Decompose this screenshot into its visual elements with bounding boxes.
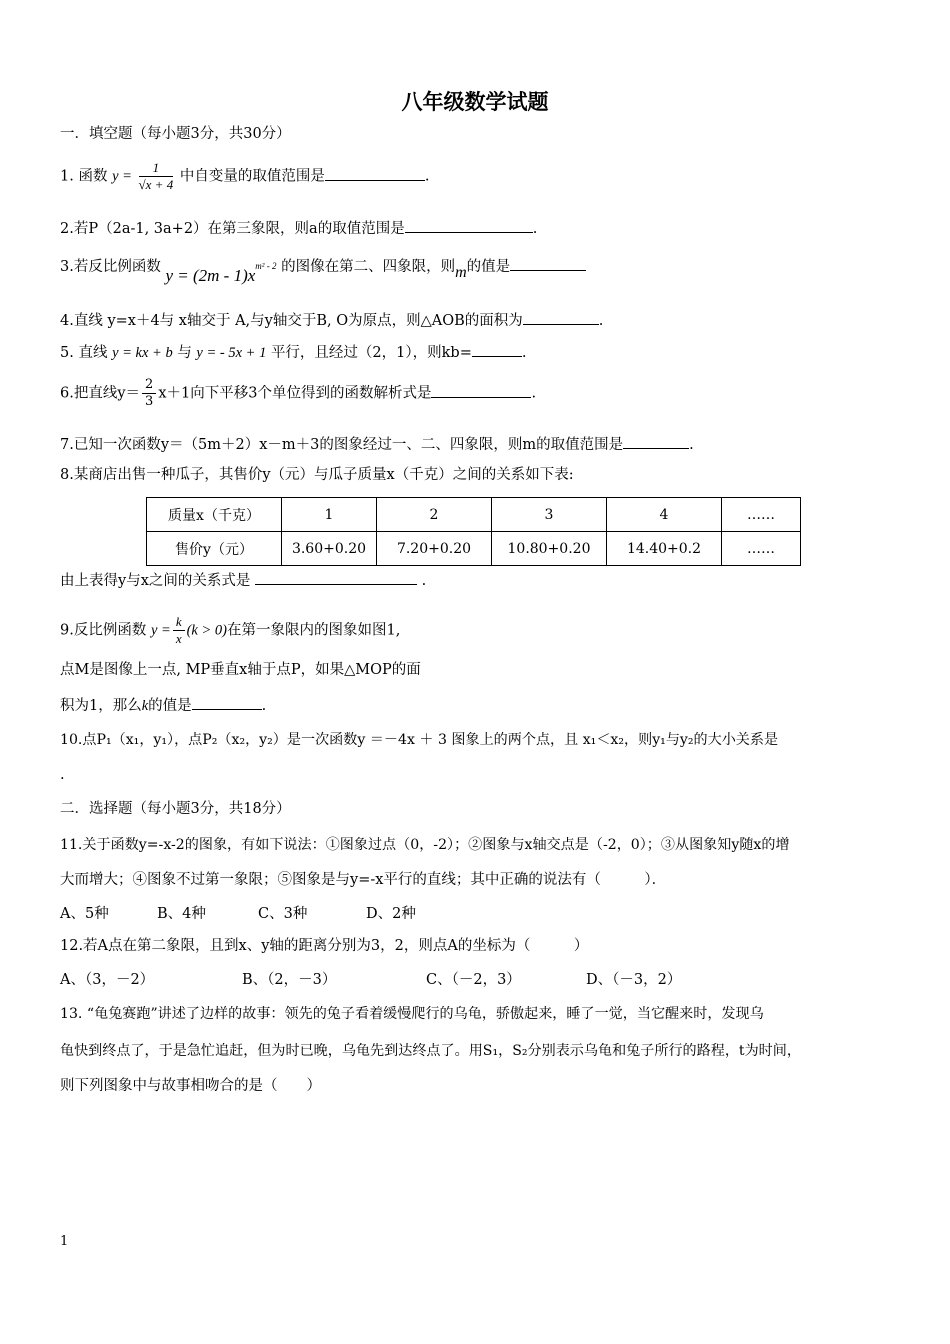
question-7: 7.已知一次函数y＝（5m＋2）x－m＋3的图象经过一、二、四象限，则m的取值范围是 . [60,433,694,455]
question-13-line-2: 龟快到终点了，于是急忙追赶，但为时已晚，乌龟先到达终点了。用S₁，S₂分别表示乌龟和兔子所行的路程，t为时间， [60,1043,801,1059]
question-2: 2.若P（2a-1, 3a+2）在第三象限，则a的取值范围是 . [60,217,537,239]
option-a[interactable]: A、5种 [60,906,109,922]
question-12: 12.若A点在第二象限，且到x、y轴的距离分别为3，2，则点A的坐标为（ ） [60,938,589,954]
section-2-heading: 二．选择题（每小题3分，共18分） [60,801,291,817]
section-1-heading: 一．填空题（每小题3分，共30分） [60,126,291,142]
answer-blank[interactable] [431,382,531,398]
table-row: 质量x（千克） 1 2 3 4 …… [147,498,801,532]
question-9: 9.反比例函数 y = $\frac{k}{x}$ (k > 0)在第一象限内的图象如图1, [60,614,401,646]
question-11-line-2: 大而增大；④图象不过第一象限；⑤图象是与y=-x平行的直线；其中正确的说法有（ ）． [60,872,667,888]
question-8-relation: 由上表得y与x之间的关系式是 . [60,569,426,591]
question-9-line-3: 积为1，那么k的值是 . [60,694,266,716]
fraction: $\frac{2}{3}$ [142,377,156,410]
question-9-line-2: 点M是图像上一点, MP垂直x轴于点P，如果△MOP的面 [60,662,421,678]
page-number: 1 [60,1234,69,1249]
fraction: $\frac{k}{x}$ [173,614,185,647]
answer-blank[interactable] [192,694,262,710]
table-row: 售价y（元） 3.60+0.20 7.20+0.20 10.80+0.20 14.40+0.2 …… [147,532,801,566]
answer-blank[interactable] [623,433,689,449]
question-6: 6.把直线y＝ $\frac{2}{3}$ x＋1向下平移3个单位得到的函数解析式是 . [60,377,537,409]
page-title: 八年级数学试题 [401,90,549,114]
option-d[interactable]: D、（－3，2） [586,972,682,988]
answer-blank[interactable] [255,569,417,585]
question-1: 1. 函数 y = $\frac{1}{√x + 4}$ 中自变量的取值范围是 . [60,160,430,192]
answer-blank[interactable] [325,165,425,181]
option-b[interactable]: B、（2，－3） [242,972,337,988]
question-3: 3.若反比例函数 $y = (2m - 1)x^{m^2 - 2}$ 的图像在第二、四象限，则m的值是 [60,252,586,277]
question-10: 10.点P₁（x₁，y₁），点P₂（x₂，y₂）是一次函数y ＝－4x ＋ 3 图象上的两个点，且 x₁＜x₂，则y₁与y₂的大小关系是 [60,732,779,748]
question-5: 5. 直线 y = kx + b 与 y = - 5x + 1 平行，且经过（2，1），则kb= . [60,341,526,363]
answer-blank[interactable] [405,217,533,233]
answer-blank[interactable] [523,309,599,325]
question-10-end: . [60,767,65,783]
option-c[interactable]: C、（－2，3） [426,972,521,988]
question-11: 11.关于函数y=-x-2的图象，有如下说法：①图象过点（0，-2）；②图象与x轴交点是（-2，0）；③从图象知y随x的增 [60,837,790,853]
fraction: $\frac{1}{√x + 4}$ [138,160,174,192]
question-4: 4.直线 y=x＋4与 x轴交于 A,与y轴交于B, O为原点，则△AOB的面积为 . [60,309,603,331]
option-a[interactable]: A、（3，－2） [60,972,155,988]
question-13-line-3: 则下列图象中与故事相吻合的是（ ） [60,1078,321,1094]
answer-blank[interactable] [510,255,586,271]
question-13: 13. “龟兔赛跑”讲述了边样的故事：领先的兔子看着缓慢爬行的乌龟，骄傲起来，睡了一觉，当它醒来时，发现乌 [60,1006,764,1022]
answer-blank[interactable] [472,341,522,357]
option-c[interactable]: C、3种 [258,906,308,922]
option-d[interactable]: D、2种 [366,906,416,922]
question-8: 8.某商店出售一种瓜子，其售价y（元）与瓜子质量x（千克）之间的关系如下表: [60,467,574,483]
option-b[interactable]: B、4种 [157,906,206,922]
price-table [146,497,801,566]
